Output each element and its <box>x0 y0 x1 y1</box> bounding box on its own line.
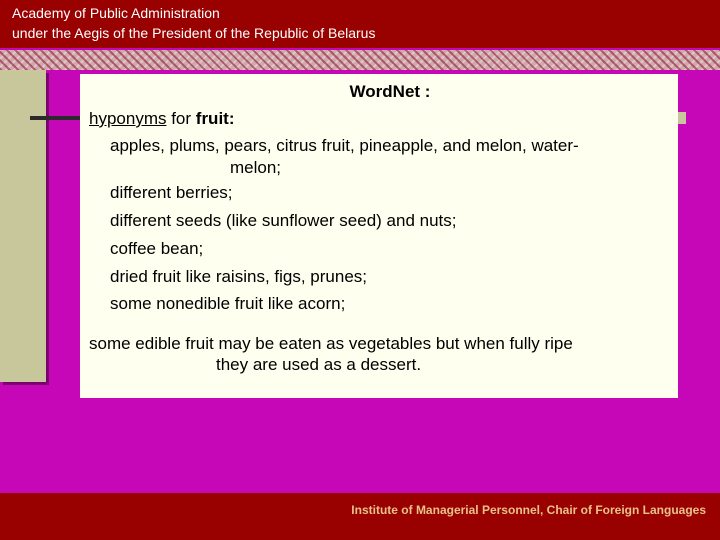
header-bar <box>0 0 720 48</box>
for-word: for <box>166 109 196 128</box>
slide-content-box <box>80 74 678 398</box>
list-item-continuation: melon; <box>230 158 282 177</box>
target-term: fruit: <box>195 109 235 128</box>
decorative-pattern-band <box>0 50 720 70</box>
note-line-continuation: they are used as a dessert. <box>216 355 422 374</box>
header-institution-name: Academy of Public Administration <box>12 5 220 21</box>
hyponyms-term: hyponyms <box>89 109 167 128</box>
list-item: some nonedible fruit like acorn; <box>110 294 346 313</box>
hyponyms-line <box>89 109 235 129</box>
list-item: apples, plums, pears, citrus fruit, pineapple, and melon, water- <box>110 136 579 155</box>
header-institution-subtitle: under the Aegis of the President of the Republic of Belarus <box>12 25 376 41</box>
list-item: dried fruit like raisins, figs, prunes; <box>110 267 367 286</box>
rule-end-cap <box>678 112 686 124</box>
note-line: some edible fruit may be eaten as vegetables but when fully ripe <box>89 334 573 353</box>
list-item: different seeds (like sunflower seed) and nuts; <box>110 211 457 230</box>
list-item: coffee bean; <box>110 239 204 258</box>
footer-institute-name: Institute of Managerial Personnel, Chair of Foreign Languages <box>351 503 706 517</box>
slide-title: WordNet : <box>349 82 431 101</box>
list-item: different berries; <box>110 183 233 202</box>
footer-bar <box>0 493 720 540</box>
